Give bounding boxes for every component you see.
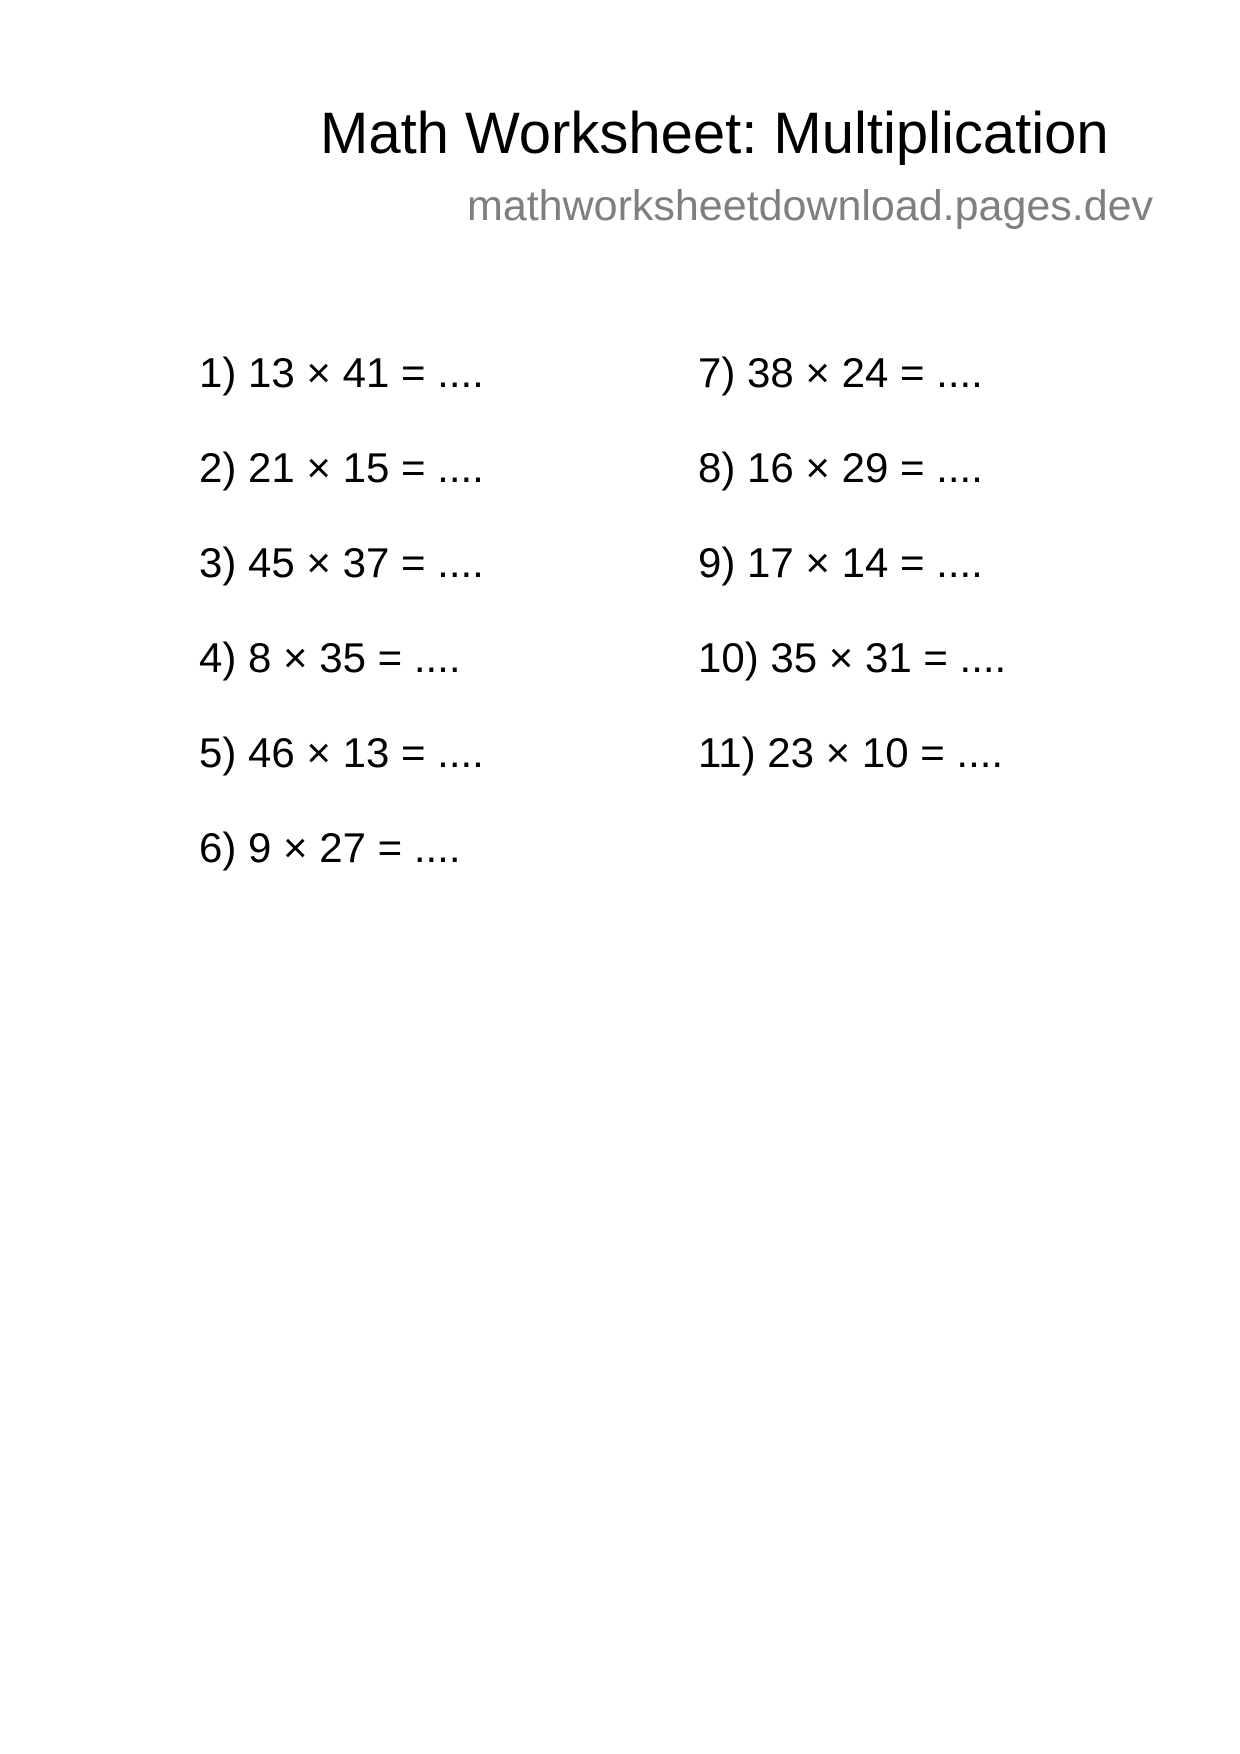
source-url: mathworksheetdownload.pages.dev (467, 182, 1154, 230)
problem-item: 6) 9 × 27 = .... (199, 824, 461, 871)
problem-item: 2) 21 × 15 = .... (199, 444, 484, 491)
problem-item: 1) 13 × 41 = .... (199, 349, 484, 396)
problem-item: 5) 46 × 13 = .... (199, 729, 484, 776)
problem-item: 9) 17 × 14 = .... (698, 539, 983, 586)
problem-item: 8) 16 × 29 = .... (698, 444, 983, 491)
problem-item: 4) 8 × 35 = .... (199, 634, 461, 681)
problem-column-right (698, 347, 1006, 822)
page-title: Math Worksheet: Multiplication (320, 101, 1109, 166)
problem-item: 3) 45 × 37 = .... (199, 539, 484, 586)
problem-item: 11) 23 × 10 = .... (698, 729, 1004, 776)
problem-item: 7) 38 × 24 = .... (698, 349, 983, 396)
problem-item: 10) 35 × 31 = .... (698, 634, 1007, 681)
problem-column-left (199, 347, 484, 917)
